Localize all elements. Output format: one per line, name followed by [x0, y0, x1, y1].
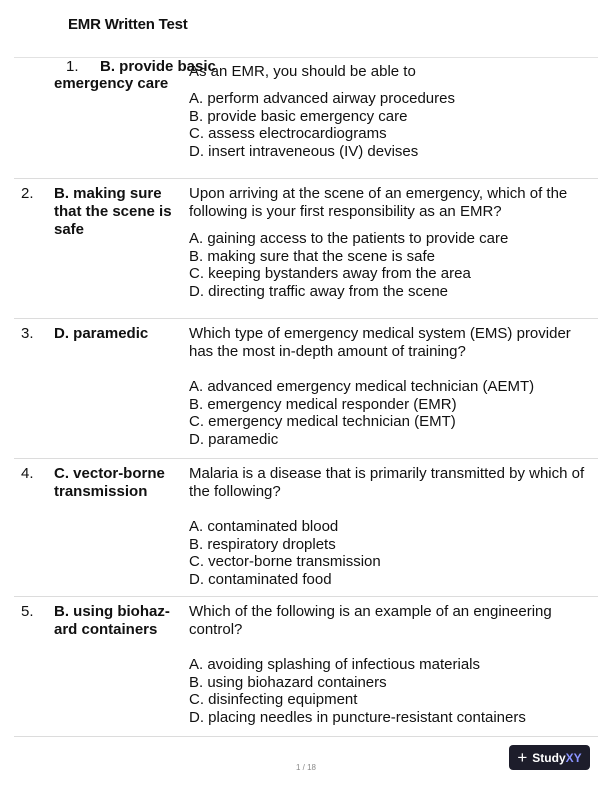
question-row-2	[14, 185, 598, 319]
question-number: 1.	[66, 58, 79, 75]
option-c: C. keeping bystanders away from the area	[189, 265, 471, 283]
option-a: A. advanced emergency medical technician (AEMT)	[189, 378, 535, 395]
question-number: 3.	[21, 325, 34, 342]
option-c: C. assess electrocardiograms	[189, 125, 387, 143]
question-row-5	[14, 603, 598, 737]
answer-text: D. paramedic	[54, 325, 149, 342]
question-text: Malaria is a disease that is primarily transmitted by which of the following?	[189, 465, 585, 500]
page-indicator: 1 / 18	[295, 763, 316, 772]
plus-icon: +	[517, 748, 528, 767]
question-number: 2.	[21, 185, 34, 202]
question-row-4	[14, 465, 598, 597]
question-number: 5.	[21, 603, 34, 620]
brand-name: StudyXY	[532, 750, 582, 765]
question-text: As an EMR, you should be able to	[189, 63, 416, 80]
option-a: A. avoiding splashing of infectious materials	[189, 656, 480, 673]
page-title: EMR Written Test	[68, 16, 188, 33]
option-a: A. contaminated blood	[189, 518, 339, 535]
option-d: D. directing traffic away from the scene	[189, 282, 448, 300]
option-b: B. respiratory droplets	[189, 535, 336, 553]
question-text: Upon arriving at the scene of an emergency, which of the following is your first responsibility as an EMR?	[189, 185, 568, 220]
question-text: Which type of emergency medical system (EMS) provider has the most in-depth amount of training?	[189, 325, 571, 360]
question-number: 4.	[21, 465, 34, 482]
option-b: B. emergency medical responder (EMR)	[189, 395, 457, 413]
option-d: D. placing needles in puncture-resistant containers	[189, 708, 526, 726]
option-c: C. emergency medical technician (EMT)	[189, 413, 456, 431]
question-row-1	[14, 58, 598, 179]
question-row-3	[14, 325, 598, 459]
option-d: D. contaminated food	[189, 570, 332, 588]
option-a: A. perform advanced airway procedures	[189, 90, 455, 107]
answer-text: B. making sure that the scene is safe	[54, 185, 172, 238]
option-c: C. vector-borne transmission	[189, 553, 381, 571]
option-b: B. provide basic emergency care	[189, 107, 408, 125]
answer-text: emergency care	[54, 75, 169, 92]
option-a: A. gaining access to the patients to provide care	[189, 230, 509, 247]
answer-text: B. provide basic	[100, 58, 216, 75]
option-c: C. disinfecting equipment	[189, 691, 358, 709]
answer-text: B. using biohaz-ard containers	[54, 603, 170, 638]
option-b: B. making sure that the scene is safe	[189, 247, 435, 265]
studyxy-logo[interactable]	[509, 745, 590, 770]
option-d: D. insert intraveneous (IV) devises	[189, 142, 419, 160]
answer-text: C. vector-borne transmission	[54, 465, 165, 500]
option-d: D. paramedic	[189, 430, 279, 448]
question-text: Which of the following is an example of an engineering control?	[189, 603, 552, 638]
option-b: B. using biohazard containers	[189, 673, 387, 691]
